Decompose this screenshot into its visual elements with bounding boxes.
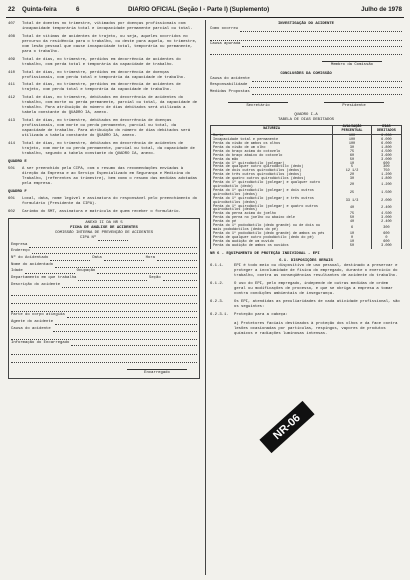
item-text: Proteção para a cabeça: — [234, 313, 288, 318]
cell-avaliacao: 30 — [333, 178, 372, 182]
cell-avaliacao: 75 — [333, 213, 372, 217]
cell-dias: 4.500 — [371, 151, 401, 155]
cell-natureza: Perda da audição de um ouvido — [211, 241, 333, 245]
quadro-f-item — [8, 197, 200, 207]
cell-natureza: Perda do braço abaixo do cotovelo — [211, 155, 333, 159]
item-text: a) Protetores faciais destinados à proteção dos olhos e da face contra lesões ocasionadas por partículas, respingos, vapores de produtos químicos e radiações luminosas intensas. — [234, 321, 398, 336]
item-number: 602 — [8, 209, 16, 214]
cell-avaliacao: 100 — [333, 135, 372, 139]
empresa-field[interactable] — [29, 244, 197, 248]
data-field[interactable] — [104, 257, 144, 261]
table-header-row — [211, 126, 402, 135]
page-number: 22 — [8, 6, 15, 13]
cell-avaliacao: 60 — [333, 155, 372, 159]
nome-label: Nome do acidentado — [11, 262, 54, 267]
investigacao-title: INVESTIGAÇÃO DO ACIDENTE — [277, 22, 335, 26]
nr6-paragraph — [210, 313, 402, 318]
page-header — [8, 4, 402, 18]
header-rule — [6, 17, 404, 18]
cell-avaliacao: 20 — [333, 182, 372, 190]
column-divider — [205, 20, 206, 575]
nr6-paragraph — [210, 322, 402, 337]
left-items — [8, 22, 200, 157]
quando-line[interactable] — [210, 48, 402, 55]
secao-field[interactable] — [163, 277, 197, 281]
conclusoes-title: CONCLUSÕES DA COMISSÃO — [280, 71, 332, 76]
acidentado-field[interactable] — [50, 257, 90, 261]
idade-field[interactable] — [25, 270, 75, 274]
cell-dias: 600 — [371, 233, 401, 237]
item-number: 412 — [8, 96, 16, 101]
left-column — [8, 22, 200, 381]
cell-dias: 1.200 — [371, 182, 401, 190]
cipa-field[interactable] — [98, 237, 128, 241]
causa-label: Causa do acidente — [11, 326, 51, 331]
item-number: 6.1.1. — [210, 263, 225, 268]
cell-natureza: Perda de qualquer outro quirodáctilo (dedo) — [211, 166, 333, 170]
presidente-signature: Presidente — [324, 102, 384, 109]
encarregado-signature: Encarregado — [127, 369, 187, 376]
causa-field[interactable] — [53, 328, 197, 332]
item-text: Total de vítimas de acidentes de trajeto, ou seja, aqueles ocorridos no percurso da residência para o trabalho, ou deste para aquela, no trimestre, com lesão pessoal que cause incapacidade total, temporária ou permanente, para o trabalho. — [22, 34, 198, 55]
item-text: Total de dias, no trimestre, debitados em decorrência de acidentes do trabalho, com morte ou perda permanente, parcial ou total, da capacidade de trabalho. Para atribuição do número de dias debitados será utilizada a tabela constante do QUADRO IA, anexo. — [22, 96, 198, 116]
hora-field[interactable] — [157, 257, 197, 261]
item-number: 408 — [8, 34, 16, 39]
nr6-paragraph — [210, 282, 402, 297]
item-number: 407 — [8, 22, 16, 26]
item-number: 6.2.3.1. — [210, 313, 229, 318]
cell-natureza: Perda da perna acima do joelho — [211, 213, 333, 217]
nr6-paragraph — [210, 264, 402, 279]
col-avaliacao: AVALIAÇÃO PERCENTUAL — [333, 126, 372, 135]
item-number: 414 — [8, 142, 16, 147]
parte-corpo-label: Parte do corpo atingida — [11, 313, 65, 318]
quadro-e-title: QUADRO E — [8, 159, 27, 164]
cell-avaliacao: 25 — [333, 190, 372, 198]
causa-line[interactable] — [11, 333, 197, 340]
item-number: 411 — [8, 83, 16, 88]
item-number: 413 — [8, 119, 16, 124]
descricao-field[interactable] — [62, 284, 197, 288]
quando-label: Causa apurada — [210, 41, 241, 46]
table-row — [211, 245, 402, 249]
cell-dias: 300 — [371, 166, 401, 170]
ocupacao-field[interactable] — [97, 270, 197, 274]
item-number: 6.1.2. — [210, 281, 225, 286]
cell-natureza: Incapacidade total e permanente — [211, 139, 333, 143]
header-date: Julho de 1978 — [361, 6, 402, 13]
nr6-paragraph — [210, 300, 402, 310]
cell-dias: 4.500 — [371, 213, 401, 217]
ocupacao-label: Ocupação — [76, 269, 96, 274]
parte-corpo-field[interactable] — [67, 314, 197, 318]
departamento-label: Departamento em que trabalha — [11, 275, 77, 280]
annex-form — [8, 218, 200, 380]
cell-avaliacao: 40 — [333, 206, 372, 214]
cell-natureza: Perda da visão de ambos os olhos — [211, 143, 333, 147]
header-paper-title: DIARIO OFICIAL (Seção I - Parte I) (Suplemento) — [128, 6, 270, 13]
cell-avaliacao: 10 — [333, 233, 372, 237]
cipa-label: CIPA Nº — [79, 235, 97, 240]
cell-natureza: Perda do 1º quirodáctilo (polegar) e quatro outros quirodáctilos (dedos) — [211, 206, 333, 214]
cell-dias: 6.000 — [371, 135, 401, 139]
endereco-label: Endereço — [11, 249, 30, 254]
secao-label: Seção — [149, 275, 161, 280]
field-definition-item — [8, 142, 200, 157]
field-definition-item — [8, 83, 200, 93]
col-dias: DIAS DEBITADOS — [371, 126, 401, 135]
responsabilidade-field[interactable] — [249, 84, 402, 88]
causa-conclusao-field[interactable] — [252, 78, 402, 82]
item-text: Local, data, nome legível e assinatura do responsável pelo preenchimento do formulário (Presidente da CIPA). — [22, 197, 198, 207]
item-text: Os EPI, atendidas as peculiaridades de cada atividade profissional, são os seguintes: — [234, 300, 400, 310]
quadro-ia-subtitle: TABELA DE DIAS DEBITADOS — [277, 118, 335, 123]
cell-natureza: Perda de três outros quirodáctilos (dedos) — [211, 174, 333, 178]
cell-avaliacao: 10 — [333, 241, 372, 245]
dias-debitados-table — [210, 125, 402, 248]
field-definition-item — [8, 35, 200, 55]
annex-title: ANEXO II DA NR 5 — [85, 220, 123, 225]
cell-dias: 3.000 — [371, 159, 401, 163]
cell-avaliacao: 50 — [333, 217, 372, 221]
item-text: EPI é todo meio ou dispositivo de uso pessoal, destinado a preservar e proteger a incolumidade de física do empregado, durante o exercício do trabalho, contra as conseqüências resultantes de acidente do trabalho. — [234, 263, 398, 278]
quando-field[interactable] — [242, 43, 402, 47]
item-text: Total de dias, no trimestre, debitados em decorrência de acidentes de trajeto, com morte ou perda permanente, parcial ou total, da capacidade de trabalho, segundo a tabela constante do QUADRO IA, anexo. — [22, 142, 195, 157]
item-text: Total de doentes no trimestre, vitimados por doenças profissionais com incapacidade temporária total e incapacidade permanente parcial ou total. — [22, 22, 193, 32]
como-line[interactable] — [210, 34, 402, 41]
cell-avaliacao: 0 — [333, 237, 372, 241]
annex-subtitle: FICHA DE ANÁLISE DE ACIDENTES — [70, 225, 138, 230]
descricao-line[interactable] — [11, 305, 197, 312]
field-definition-item — [8, 71, 200, 81]
item-number: 409 — [8, 57, 16, 62]
cell-dias: 2.400 — [371, 206, 401, 214]
cell-avaliacao: 5 — [333, 166, 372, 170]
nr6-section: 6.1. DISPOSIÇÕES GERAIS — [279, 258, 333, 263]
cell-dias: 6.000 — [371, 143, 401, 147]
medidas-label: Medidas Propostas — [210, 90, 250, 95]
cell-natureza: Perda do 1º pododáctilo (dedo grande) ou de dois ou mais pododáctilos (dedos do pé) — [211, 225, 333, 233]
item-number: 6.2.3. — [210, 300, 225, 305]
cell-dias: 3.600 — [371, 155, 401, 159]
cell-dias: 1.800 — [371, 178, 401, 182]
cell-natureza: Perda do 1º quirodáctilo (polegar) e qualquer outro quirodáctilo (dedo) — [211, 182, 333, 190]
descricao-line[interactable] — [11, 289, 197, 296]
cell-dias: 6.000 — [371, 139, 401, 143]
descricao-line[interactable] — [11, 297, 197, 304]
cell-avaliacao: 20 — [333, 174, 372, 178]
cell-natureza: Perda da audição de ambos os ouvidos — [211, 245, 333, 249]
col-natureza: NATUREZA — [211, 126, 333, 135]
cell-avaliacao: 40 — [333, 221, 372, 225]
field-definition-item — [8, 119, 200, 139]
cell-natureza: Perda de dois outros quirodáctilos (dedos) — [211, 170, 333, 174]
informacao-line[interactable] — [11, 356, 197, 363]
cell-dias: 3.000 — [371, 245, 401, 249]
quadro-f-item — [8, 210, 200, 215]
cell-avaliacao: 33 1/3 — [333, 198, 372, 206]
header-date-num: 6 — [76, 6, 80, 13]
endereco-field[interactable] — [32, 250, 197, 254]
cell-natureza: Perda do 1º pododáctilo (dedo grande) de ambos os pés — [211, 233, 333, 237]
item-text: Total de dias, no trimestre, perdidos em decorrência de doenças profissionais, com perda total e temporária da capacidade de trabalho. — [22, 70, 186, 80]
quadro-f-title: QUADRO F — [8, 189, 27, 194]
cell-dias: 2.400 — [371, 221, 401, 225]
quadro-f-items — [8, 197, 200, 215]
cell-dias: 600 — [371, 241, 401, 245]
informacao-line[interactable] — [11, 348, 197, 355]
nome-field[interactable] — [55, 264, 197, 268]
informacao-label: Informação do Encarregado — [11, 341, 70, 346]
como-label: Como ocorreu — [210, 27, 239, 32]
cell-dias: 750 — [371, 170, 401, 174]
cell-dias: 600 — [371, 163, 401, 167]
item-number: 601 — [8, 197, 16, 202]
responsabilidade-label: Responsabilidade — [210, 83, 248, 88]
item-text: O uso do EPI, pelo empregado, independe de outras medidas de ordem geral ou modificações de processo, e que se obriga a empresa a tomar contra condições ambientais de insegurança. — [234, 281, 393, 297]
departamento-field[interactable] — [78, 277, 147, 281]
cell-dias: 1.200 — [371, 174, 401, 178]
idade-label: Idade — [11, 269, 23, 274]
right-column — [210, 22, 402, 340]
como-field[interactable] — [240, 28, 402, 32]
informacao-field[interactable] — [71, 342, 197, 346]
agente-field[interactable] — [55, 321, 197, 325]
cell-dias: 1.500 — [371, 190, 401, 198]
cell-avaliacao: 30 — [333, 147, 372, 151]
cell-avaliacao: 75 — [333, 151, 372, 155]
cell-dias: 3.000 — [371, 217, 401, 221]
item-text: Carimbo do SMT, assinatura e matrícula de quem receber o formulário. — [22, 209, 181, 214]
empresa-label: Empresa — [11, 242, 28, 247]
cell-natureza: Perda do pé — [211, 221, 333, 225]
hora-label: Hora — [145, 255, 156, 260]
nr-06-stamp: NR-06 — [259, 401, 314, 453]
cell-natureza: Perda da mão — [211, 159, 333, 163]
agente-label: Agente do acidente — [11, 320, 54, 324]
cell-natureza: Perda do braço acima do cotovelo — [211, 151, 333, 155]
cell-natureza: Perda de quatro outros quirodáctilos (dedos) — [211, 178, 333, 182]
nr6-paragraphs — [210, 264, 402, 337]
cell-natureza: Perda do 1º quirodáctilo (polegar) e dois outros quirodáctilos (dedos) — [211, 190, 333, 198]
cell-dias: 0 — [371, 237, 401, 241]
acidentado-label: Nº do Acidentado — [11, 255, 49, 260]
descricao-label: Descrição do acidente — [11, 282, 61, 287]
cell-avaliacao: 100 — [333, 143, 372, 147]
cell-avaliacao: 6 — [333, 225, 372, 233]
nr6-title: NR 6 - EQUIPAMENTO DE PROTEÇÃO INDIVIDUAL - EPI — [210, 251, 320, 256]
cell-natureza: Morte — [211, 135, 333, 139]
item-text: Total de dias, no trimestre, perdidos em decorrência de acidentes do trabalho, com perda total e temporária da capacidade de trabalho. — [22, 57, 181, 67]
item-text: Total de dias, no trimestre, perdidos em decorrência de acidentes de trajeto, com perda total e temporária da capacidade de trabalho. — [22, 83, 181, 93]
cell-natureza: Perda de qualquer outro pododáctilo (dedo do pé) — [211, 237, 333, 241]
item-number: 501 — [8, 167, 16, 171]
quadro-e-item — [8, 167, 200, 187]
cell-dias: 2.000 — [371, 198, 401, 206]
membro-signature: Membro da Comissão — [322, 61, 382, 68]
secretario-signature: Secretário — [228, 102, 288, 109]
causa-conclusao-label: Causa do acidente — [210, 76, 250, 81]
cell-avaliacao: 12 1/2 — [333, 170, 372, 174]
field-definition-item — [8, 96, 200, 116]
item-number: 410 — [8, 70, 16, 75]
field-definition-item — [8, 22, 200, 32]
table-body — [211, 135, 402, 249]
cell-avaliacao: 50 — [333, 159, 372, 163]
quadro-ia-title: QUADRO I-A — [294, 113, 318, 118]
cell-natureza: Perda da perna no joelho ou abaixo dele — [211, 217, 333, 221]
header-day: Quinta-feira — [22, 6, 57, 13]
cell-natureza: Perda do 1º quirodáctilo (polegar) e três outros quirodáctilos (dedos) — [211, 198, 333, 206]
cell-avaliacao: 100 — [333, 139, 372, 143]
item-text: A ser preenchido pela CIPA, com o resumo das recomendações enviadas à direção da Empresa e ao Serviço Especializado em Segurança e Medicina do Trabalho, (referentes ao trimestre), bem como o resumo das medidas adotadas pela empresa. — [22, 167, 198, 187]
quadro-e-items — [8, 167, 200, 187]
cell-dias: 1.800 — [371, 147, 401, 151]
cell-avaliacao: 50 — [333, 245, 372, 249]
cell-avaliacao: 10 — [333, 163, 372, 167]
item-text: Total de dias, no trimestre, debitados em decorrência de doenças profissionais, com morte ou perda permanente, parcial ou total, da capacidade de trabalho. Para atribuição do número de dias debitados será utilizada a tabela constante do QUADRO IA, anexo. — [22, 119, 191, 139]
cell-natureza: Perda do 1º quirodáctilo (polegar) — [211, 163, 333, 167]
field-definition-item — [8, 58, 200, 68]
annex-subtitle-2: COMISSÃO INTERNA DE PREVENÇÃO DE ACIDENTES — [54, 230, 154, 235]
data-label: Data — [92, 255, 102, 260]
cell-dias: 300 — [371, 225, 401, 233]
cell-natureza: Perda da visão de um olho — [211, 147, 333, 151]
medidas-field[interactable] — [252, 91, 402, 95]
